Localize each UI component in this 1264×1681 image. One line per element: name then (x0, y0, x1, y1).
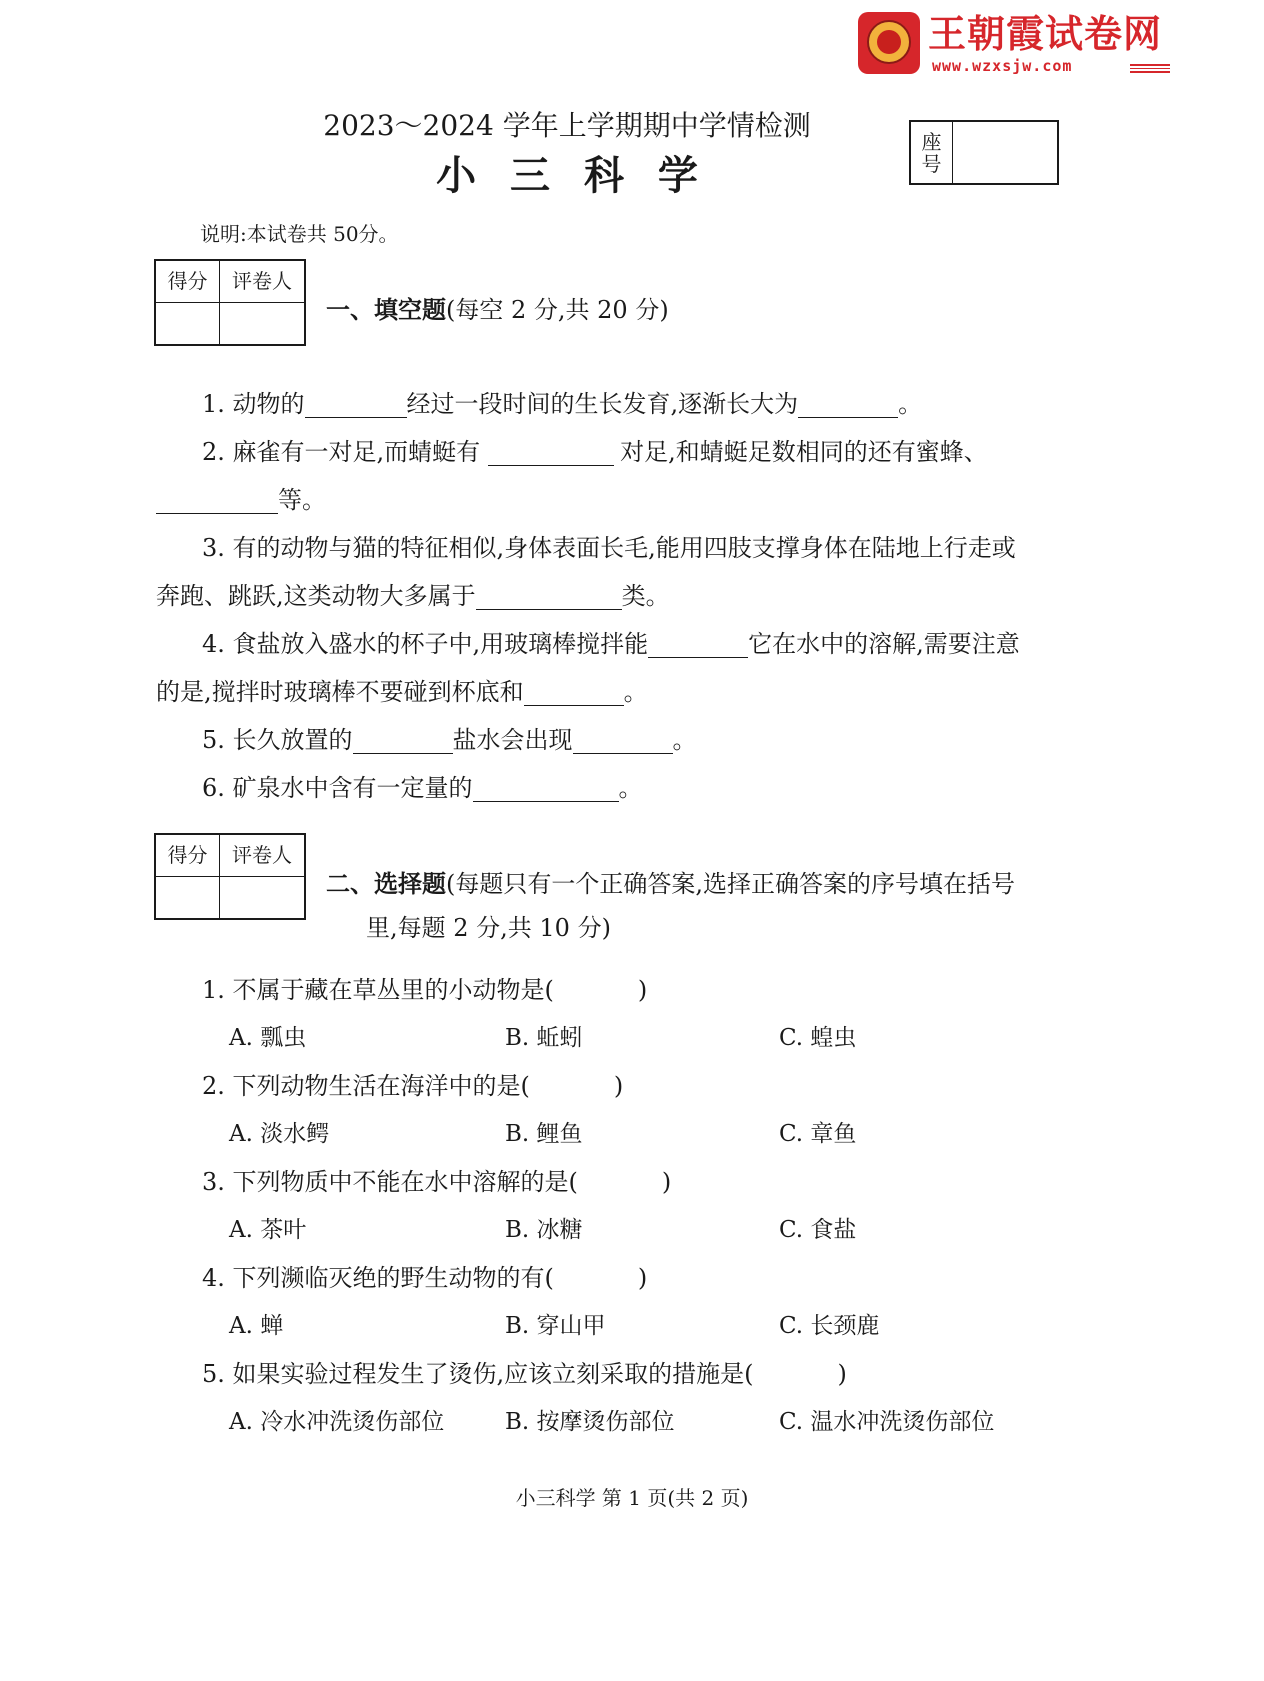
score-cell[interactable] (156, 303, 220, 344)
score-cell[interactable] (156, 877, 220, 918)
grader-cell[interactable] (220, 877, 304, 918)
answer-blank[interactable] (524, 675, 624, 706)
option-a[interactable]: A. 淡水鳄 (229, 1121, 330, 1147)
logo-name: 王朝霞试卷网 (928, 12, 1163, 56)
answer-blank[interactable] (488, 435, 614, 466)
section1-heading: 一、填空题(每空 2 分,共 20 分) (326, 296, 669, 324)
fill-item-1: 1. 动物的 经过一段时间的生长发育,逐渐长大为 。 (202, 380, 922, 428)
choice-question-3: 3. 下列物质中不能在水中溶解的是( ) (202, 1168, 672, 1196)
answer-blank[interactable] (476, 579, 622, 610)
grader-header: 评卷人 (220, 835, 304, 877)
option-b[interactable]: B. 冰糖 (505, 1217, 583, 1243)
page-footer: 小三科学 第 1 页(共 2 页) (515, 1486, 749, 1510)
choice-question-5: 5. 如果实验过程发生了烫伤,应该立刻采取的措施是( ) (202, 1360, 847, 1388)
answer-blank[interactable] (353, 723, 453, 754)
answer-blank[interactable] (473, 771, 619, 802)
section2-heading: 二、选择题(每题只有一个正确答案,选择正确答案的序号填在括号 (326, 870, 1015, 898)
fill-item-5: 5. 长久放置的 盐水会出现 。 (202, 716, 697, 764)
score-header: 得分 (156, 835, 220, 877)
score-header: 得分 (156, 261, 220, 303)
choice-question-2: 2. 下列动物生活在海洋中的是( ) (202, 1072, 624, 1100)
logo-lines-icon (1130, 64, 1170, 73)
option-c[interactable]: C. 长颈鹿 (779, 1313, 880, 1339)
option-a[interactable]: A. 瓢虫 (229, 1025, 307, 1051)
option-c[interactable]: C. 蝗虫 (779, 1025, 857, 1051)
option-b[interactable]: B. 按摩烫伤部位 (505, 1409, 675, 1435)
grader-header: 评卷人 (220, 261, 304, 303)
choice-question-4: 4. 下列濒临灭绝的野生动物的有( ) (202, 1264, 648, 1292)
option-a[interactable]: A. 茶叶 (229, 1217, 307, 1243)
answer-blank[interactable] (305, 387, 407, 418)
score-table-section2 (154, 833, 306, 920)
option-b[interactable]: B. 穿山甲 (505, 1313, 606, 1339)
option-b[interactable]: B. 蚯蚓 (505, 1025, 583, 1051)
fill-item-3: 3. 有的动物与猫的特征相似,身体表面长毛,能用四肢支撑身体在陆地上行走或 (202, 534, 1016, 562)
site-logo (858, 12, 1170, 74)
option-b[interactable]: B. 鲤鱼 (505, 1121, 583, 1147)
answer-blank[interactable] (648, 627, 748, 658)
fill-item-2-cont: 等。 (156, 476, 326, 524)
option-c[interactable]: C. 食盐 (779, 1217, 857, 1243)
section2-heading-cont: 里,每题 2 分,共 10 分) (366, 914, 611, 942)
logo-emblem-icon (858, 12, 920, 74)
answer-blank[interactable] (156, 483, 278, 514)
exam-title: 2023～2024 学年上学期期中学情检测 (323, 109, 811, 142)
fill-item-4: 4. 食盐放入盛水的杯子中,用玻璃棒搅拌能 它在水中的溶解,需要注意 (202, 620, 1020, 668)
fill-item-4-cont: 的是,搅拌时玻璃棒不要碰到杯底和 。 (156, 668, 648, 716)
option-a[interactable]: A. 蝉 (229, 1313, 284, 1339)
seat-number-box[interactable] (909, 120, 1059, 185)
score-table-section1 (154, 259, 306, 346)
seat-label: 座 号 (911, 122, 953, 183)
option-a[interactable]: A. 冷水冲洗烫伤部位 (229, 1409, 445, 1435)
option-c[interactable]: C. 温水冲洗烫伤部位 (779, 1409, 995, 1435)
option-c[interactable]: C. 章鱼 (779, 1121, 857, 1147)
subject-title: 小 三 科 学 (436, 153, 708, 199)
answer-blank[interactable] (798, 387, 898, 418)
choice-question-1: 1. 不属于藏在草丛里的小动物是( ) (202, 976, 648, 1004)
fill-item-6: 6. 矿泉水中含有一定量的 。 (202, 764, 643, 812)
fill-item-2: 2. 麻雀有一对足,而蜻蜓有 对足,和蜻蜓足数相同的还有蜜蜂、 (202, 428, 988, 476)
answer-blank[interactable] (573, 723, 673, 754)
exam-note: 说明:本试卷共 50分。 (200, 222, 399, 246)
logo-url: www.wzxsjw.com (932, 57, 1073, 75)
grader-cell[interactable] (220, 303, 304, 344)
fill-item-3-cont: 奔跑、跳跃,这类动物大多属于 类。 (156, 572, 670, 620)
